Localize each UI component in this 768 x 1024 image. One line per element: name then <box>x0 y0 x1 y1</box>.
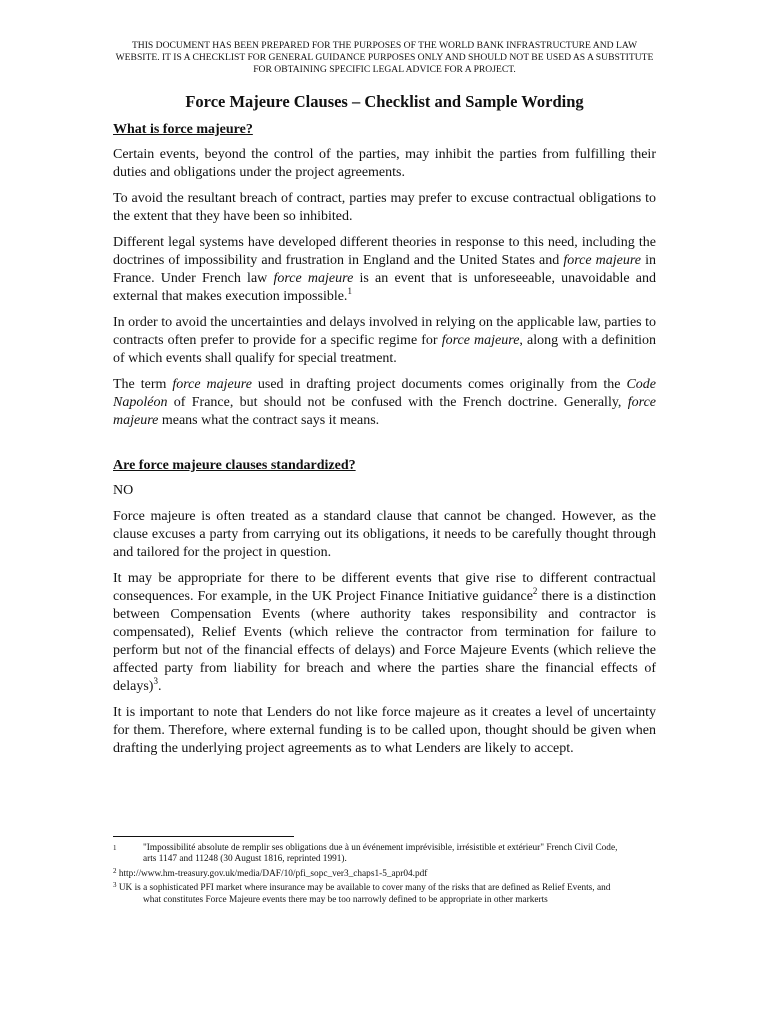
paragraph: Force majeure is often treated as a standard clause that cannot be changed. However, as the clause excuses a party from carrying out its obligations, it needs to be carefully thought through and tailored for the project in question. <box>113 509 656 560</box>
footnote-ref-1[interactable]: 1 <box>347 286 352 296</box>
footnote-divider <box>113 836 294 837</box>
section-heading-what-is: What is force majeure? <box>113 122 253 137</box>
paragraph: It is important to note that Lenders do not like force majeure as it creates a level of uncertainty for them. Therefore, where external funding is to be called upon, thought should be given when drafting the underlying project agreements as to what Lenders are likely to accept. <box>113 705 656 756</box>
paragraph: Different legal systems have developed different theories in response to this need, including the doctrines of impossibility and frustration in England and the United States and force majeure in France. Under French law force majeure is an event that is unforeseeable, unavoidable and external that makes execution impossible.$^1$ <box>113 235 657 304</box>
footnote-ref-3[interactable]: 3 <box>153 676 158 686</box>
footnote-link[interactable]: http://www.hm-treasury.gov.uk/media/DAF/10/pfi_sopc_ver3_chaps1-5_apr04.pdf <box>118 868 428 879</box>
paragraph: The term force majeure used in drafting project documents comes originally from the Code Napoléon of France, but should not be confused with the French doctrine. Generally, force majeure means what the contract says it means. <box>113 377 656 428</box>
paragraph: To avoid the resultant breach of contract, parties may prefer to excuse contractual obligations to the extent that they have been so inhibited. <box>113 191 656 224</box>
footnote-2: $^2$ http://www.hm-treasury.gov.uk/media/DAF/10/pfi_sopc_ver3_chaps1-5_apr04.pdf <box>113 866 428 879</box>
paragraph: In order to avoid the uncertainties and delays involved in relying on the applicable law, parties to contracts often prefer to provide for a specific regime for force majeure, along with a definition of which events shall qualify for special treatment. <box>113 315 656 366</box>
footnote-ref-2[interactable]: 2 <box>532 586 538 596</box>
document-title: Force Majeure Clauses – Checklist and Sample Wording <box>185 92 584 111</box>
footnote-1: 1 "Impossibilité absolute de remplir ses obligations due à un événement imprévisible, irrésistible et extérieur" French Civil Code, arts 1147 and 11248 (30 August 1816, reprinted 1991). <box>113 843 618 865</box>
footnote-3: $^3$ UK is a sophisticated PFI market where insurance may be available to cover many of the risks that are defined as Relief Events, and what constitutes Force Majeure events there may be too narrowly defined to be appropriate in other markerts <box>113 881 611 905</box>
section-heading-standardized: Are force majeure clauses standardized? <box>113 458 356 473</box>
footnotes <box>113 836 656 906</box>
paragraph: Certain events, beyond the control of the parties, may inhibit the parties from fulfilling their duties and obligations under the project agreements. <box>113 147 656 180</box>
disclaimer: THIS DOCUMENT HAS BEEN PREPARED FOR THE PURPOSES OF THE WORLD BANK INFRASTRUCTURE AND LAW WEBSITE. IT IS A CHECKLIST FOR GENERAL GUIDANCE PURPOSES ONLY AND SHOULD NOT BE USED AS A SUBSTITUTE FOR OBTAINING SPECIFIC LEGAL ADVICE FOR A PROJECT. <box>115 40 654 75</box>
paragraph: It may be appropriate for there to be different events that give rise to different contractual consequences. For example, in the UK Project Finance Initiative guidance$^2$ there is a distinction between Compensation Events (where authority takes responsibility and contractor is compensated), Relief Events (which relieve the contractor from termination for failure to perform but not of the financial effects of delays) and Force Majeure Events (which relieve the affected party from liability for breach and where the parties share the financial effects of delays)$^3$. <box>113 571 656 694</box>
answer-text: NO <box>113 483 134 498</box>
